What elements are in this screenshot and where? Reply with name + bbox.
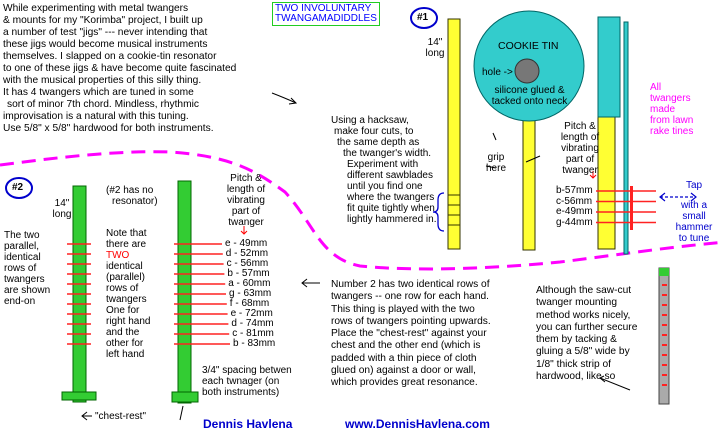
rows-note: Note that there are TWO identical (parallel) rows of twangers One for right hand and the other for left hand [106,228,151,360]
twanger-tall [624,22,628,254]
inst2-tuning-label: d - 74mm [231,318,274,329]
inst2-description: Number 2 has two identical rows of twangers -- one row for each hand. This thing is played with the two rows of twangers pointing upwards. Place the "chest-rest" against your chest and the other end (which is padded with a thin piece of cloth glued on) against a door or wall, which provides great resonance. [331,279,491,389]
rake-note: All twangers made from lawn rake tines [650,82,694,137]
mounting-note: Although the saw-cut twanger mounting method works nicely, you can further secure them by tacking & gluing a 5/8" wide by 1/8" thick strip of hardwood, like so [536,285,638,383]
inst1-length: 14" long [425,37,445,59]
inst1-tuning-label: c-56mm [556,195,593,207]
tap-note: Tap with a small hammer to tune [675,180,713,244]
inst2-pitch-note: Pitch & length of vibrating part of twanger [226,173,266,228]
intro-line: & mounts for my "Korimba" project, I built up [3,15,203,26]
author-name: Dennis Havlena [203,417,293,431]
tin-hole [515,59,539,83]
intro-line: improvisation is a natural with this tuning. [3,111,189,122]
intro-line: themselves. I slapped on a cookie-tin resonator [3,51,217,62]
hacksaw-note: Using a hacksaw, make four cuts, to the same depth as the twanger's width. Experiment with different sawblades until you find one where the twangers fit quite tightly when lightly hammered in. [331,115,437,225]
inst2-tuning-label: b - 83mm [233,338,276,349]
intro-line: these jigs would become musical instruments [3,39,208,50]
intro-line: to one of these jigs & have become quite fascinated [3,63,237,74]
inst2-tuning-label: e - 49mm [225,238,268,249]
inst2-tuning-label: c - 56mm [226,258,269,269]
end-on-note: The two parallel, identical rows of twangers are shown end-on [4,230,51,307]
arrow-up-icon [493,133,496,140]
inst2-tuning-label: b - 57mm [227,268,270,279]
title-line: TWANGAMADIDDLES [275,13,377,24]
inst1-pitch-note: Pitch & length of vibrating part of twanger [560,121,600,176]
inst2-tuning-label: d - 52mm [225,248,269,259]
tin-side-view [598,17,620,117]
intro-line: While experimenting with metal twangers [3,3,189,14]
arrow-up-icon [180,406,183,420]
inst2-tuning-label: a - 60mm [228,278,271,289]
website-link[interactable]: www.DennisHavlena.com [345,417,490,431]
inst2-side-bar [178,181,191,403]
inst1-tuning-label: g-44mm [556,216,593,228]
inst2-chest-rest [172,392,198,402]
title-line: TWO INVOLUNTARY [275,3,372,14]
intro-line: a number of test "jigs" --- never intending that [3,27,208,38]
inst2-length: 14" long [52,198,72,220]
no-resonator-note: (#2 has no resonator) [106,185,158,207]
intro-line: with the musical properties of this silly thing. [3,75,202,86]
inst1-tuning-label: e-49mm [556,206,593,217]
glue-note: silicone glued & tacked onto neck [491,85,568,107]
inst1-tuning-label: b-57mm [556,185,593,196]
intro-text [3,3,288,135]
intro-line: It has 4 twangers which are tuned in some [3,87,194,98]
grip-label: grip here [485,152,506,174]
label-inst1: #1 [417,12,429,23]
inst2-tuning-label: c - 81mm [232,328,274,339]
tin-title: COOKIE TIN [498,40,559,52]
chest-rest-label: "chest-rest" [95,411,147,422]
inst2-tuning-label: g - 63mm [229,288,272,299]
spacing-note: 3/4" spacing betwen each twnager (on both instruments) [202,365,292,398]
inst2-tuning-label: f - 68mm [229,298,270,309]
intro-line: sort of minor 7th chord. Mindless, rhythmic [7,99,199,110]
title-badge [272,2,380,26]
hole-label: hole -> [482,67,513,78]
inst2-chest-rest-left [62,392,96,400]
intro-line: Use 5/8" x 5/8" hardwood for both instruments. [3,123,214,134]
inst2-tuning-label: e - 72mm [230,308,273,319]
label-inst2: #2 [12,182,24,193]
